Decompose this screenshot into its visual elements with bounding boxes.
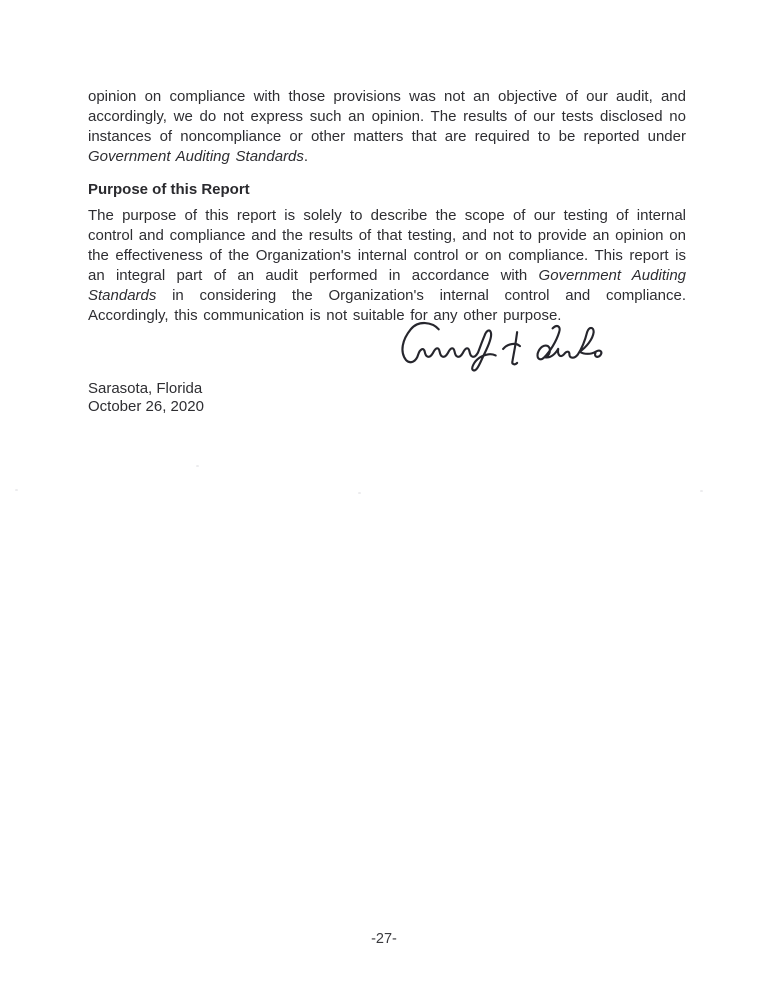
paragraph-opinion-text: opinion on compliance with those provisions was not an objective of our audit, and accordingly, we do not express such an opinion. The results of our tests disclosed no instances of noncompliance or other matters that are required to be reported under — [88, 88, 686, 145]
closing-date: October 26, 2020 — [88, 397, 204, 415]
scan-artifact-speck — [15, 489, 18, 491]
page-number: -27- — [371, 931, 397, 947]
gov-auditing-standards-reference: Government Auditing Standards — [88, 267, 686, 304]
signature — [380, 320, 630, 376]
paragraph-opinion — [88, 87, 686, 167]
signature-handwriting-icon — [380, 320, 630, 376]
paragraph-purpose-text-after: in considering the Organization's internal control and compliance. Accordingly, this communication is not suitable for any other purpose. — [88, 287, 686, 324]
paragraph-purpose — [88, 206, 686, 326]
scan-artifact-speck — [700, 490, 703, 492]
section-heading-purpose: Purpose of this Report — [88, 181, 250, 198]
paragraph-purpose-text: The purpose of this report is solely to describe the scope of our testing of internal control and compliance and the results of that testing, and not to provide an opinion on the effectiveness of the Organization's internal control or on compliance. This report is an integral part of an audit performed in accordance with — [88, 207, 686, 284]
gov-auditing-standards-reference: Government Auditing Standards — [88, 148, 304, 165]
closing-city: Sarasota, Florida — [88, 380, 203, 397]
document-content — [88, 87, 686, 415]
closing-block — [88, 380, 686, 415]
scan-artifact-speck — [358, 492, 361, 494]
scan-artifact-speck — [196, 465, 199, 467]
paragraph-opinion-period: . — [303, 148, 309, 165]
